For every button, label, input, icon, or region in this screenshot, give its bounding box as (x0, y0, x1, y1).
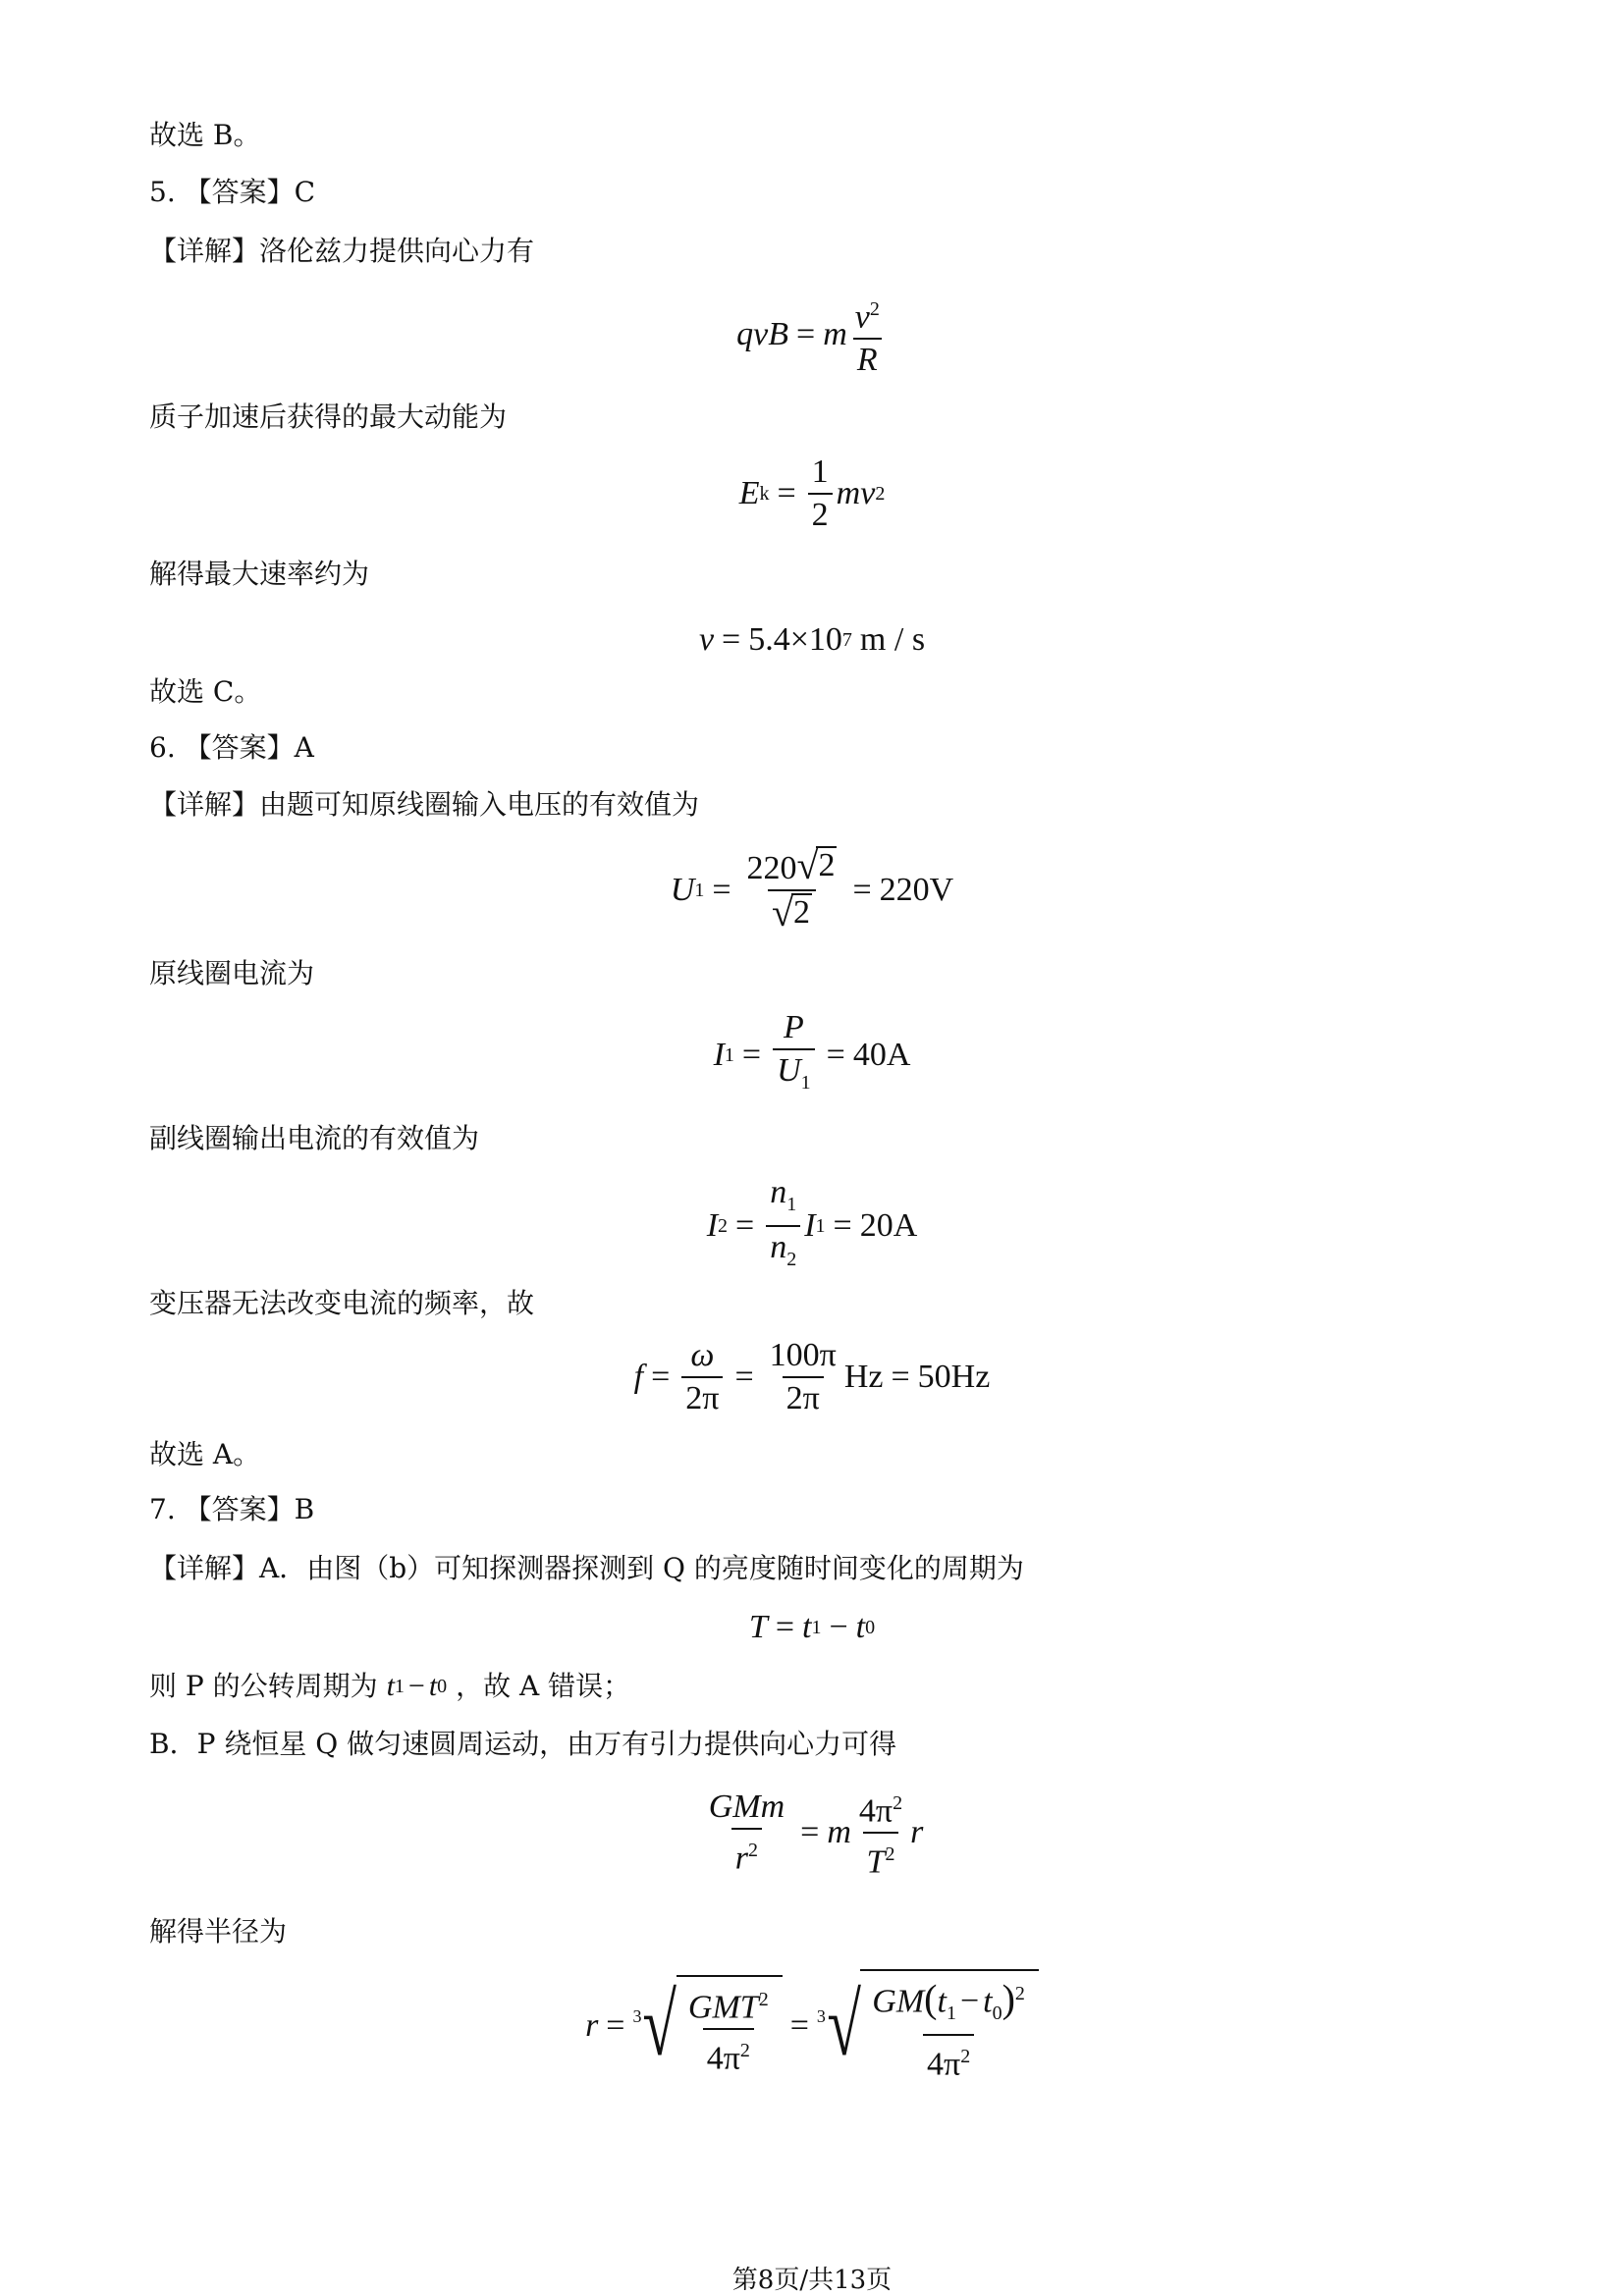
eq-exponent: 2 (875, 483, 886, 505)
text-line: 故选 A。 (149, 1438, 261, 1470)
eq-subscript: 1 (786, 1193, 797, 1215)
eq-term: mv (836, 475, 876, 511)
equation-primary-current (0, 1009, 1624, 1101)
sqrt: √ 2 (796, 843, 836, 887)
eq-term: t (983, 1983, 993, 2020)
fraction (705, 1789, 788, 1877)
eq-term: r (734, 1840, 749, 1877)
eq-subscript: 2 (718, 1214, 729, 1237)
cube-root: 3 √ $\frac{GMT^2}{4\pi^2}$ (632, 1975, 782, 2078)
eq-subscript: 0 (992, 2002, 1002, 2025)
eq-term: I (804, 1206, 816, 1244)
eq-term: 2 (808, 493, 833, 534)
eq-term: t (855, 1609, 866, 1645)
text-line: 质子加速后获得的最大动能为 (149, 400, 508, 433)
text-line: 【详解】洛伦兹力提供向心力有 (149, 235, 535, 267)
eq-subscript: 1 (694, 880, 705, 901)
eq-term: 10 (808, 621, 842, 658)
eq-operator: − (829, 1609, 848, 1645)
fraction (855, 1785, 906, 1882)
eq-subscript: 1 (724, 1043, 734, 1066)
equation-primary-voltage (0, 843, 1624, 934)
eq-term: R (853, 338, 882, 379)
eq-subscript: 1 (946, 2002, 956, 2025)
fraction (808, 454, 833, 534)
eq-term: m (823, 316, 847, 353)
eq-term: 100π (769, 1337, 837, 1373)
eq-term: 2 (818, 847, 836, 883)
eq-operator: × (789, 621, 809, 658)
eq-term: t (386, 1670, 395, 1702)
eq-term: r (585, 2007, 599, 2045)
eq-operator: = (826, 1036, 845, 1073)
equation-gravitation (0, 1785, 1624, 1882)
root-index: 3 (632, 2006, 642, 2027)
eq-operator: = (775, 1609, 794, 1645)
fraction (681, 1337, 723, 1417)
eq-operator: = (712, 872, 731, 908)
eq-operator: = (777, 475, 796, 511)
eq-operator: − (959, 1983, 980, 2020)
eq-term: t (428, 1670, 438, 1702)
eq-term: 4π (858, 1792, 893, 1830)
equation-frequency (0, 1337, 1624, 1417)
eq-operator: = (800, 1814, 820, 1851)
eq-subscript: 1 (815, 1214, 826, 1237)
eq-subscript: 1 (800, 1071, 811, 1094)
text-line: 解得半径为 (149, 1915, 288, 1948)
eq-term: 20A (859, 1206, 918, 1244)
eq-operator: = (722, 621, 741, 658)
eq-operator: = (891, 1359, 910, 1395)
text-line-inline-math (149, 1667, 630, 1706)
eq-exponent: 2 (885, 1843, 895, 1866)
text-fragment: ，故 A 错误； (456, 1670, 631, 1702)
text-line: 【详解】由题可知原线圈输入电压的有效值为 (149, 788, 700, 821)
eq-term: E (738, 475, 760, 511)
eq-exponent: 2 (869, 298, 880, 320)
eq-subscript: 1 (394, 1676, 405, 1697)
eq-term: U (777, 1052, 801, 1089)
eq-term: 220V (879, 872, 954, 908)
eq-exponent: 2 (739, 2040, 750, 2062)
eq-operator: = (606, 2007, 625, 2045)
eq-exponent: 2 (758, 1988, 769, 2010)
eq-term: I (713, 1036, 725, 1073)
eq-term: P (783, 1009, 804, 1045)
root-index: 3 (816, 2006, 826, 2027)
text-line: 原线圈电流为 (149, 957, 315, 989)
eq-operator: = (734, 1359, 754, 1395)
eq-subscript: 0 (865, 1617, 876, 1638)
eq-exponent: 2 (1014, 1983, 1025, 2004)
eq-term: 5.4 (748, 621, 790, 658)
eq-term: 4π (706, 2040, 740, 2077)
eq-term: I (706, 1206, 719, 1244)
eq-subscript: 2 (786, 1248, 797, 1270)
eq-exponent: 2 (893, 1792, 903, 1814)
eq-term: n (770, 1174, 787, 1210)
eq-unit: m / s (859, 621, 926, 658)
eq-operator: = (735, 1206, 755, 1244)
equation-radius (0, 1969, 1624, 2083)
eq-operator: = (651, 1359, 671, 1395)
eq-subscript: 0 (437, 1676, 448, 1697)
eq-term: 220 (746, 850, 797, 886)
text-line: 副线圈输出电流的有效值为 (149, 1122, 480, 1154)
equation-period (0, 1606, 1624, 1649)
eq-term: t (937, 1983, 947, 2020)
equation-kinetic-energy (0, 454, 1624, 534)
eq-term: m (827, 1814, 851, 1851)
equation-lorentz (0, 291, 1624, 379)
eq-exponent: 7 (841, 629, 852, 651)
eq-term: GMT (687, 1989, 759, 2026)
eq-term: 40A (852, 1036, 911, 1073)
fraction: $\frac{GM(t_1 - t_0)^2}{4\pi^2}$ (872, 1976, 1025, 2083)
cube-root: 3 √ $\frac{GM(t_1 - t_0)^2}{4\pi^2}$ (817, 1969, 1039, 2083)
page-footer: 第8页/共13页 (731, 2266, 893, 2295)
eq-operator: = (833, 1206, 852, 1244)
text-line: 故选 B。 (149, 119, 261, 151)
text-line: 【详解】A．由图（b）可知探测器探测到 Q 的亮度随时间变化的周期为 (149, 1552, 1024, 1584)
eq-term: GMm (708, 1789, 785, 1826)
eq-term: qvB (736, 316, 788, 353)
text-line: 解得最大速率约为 (149, 558, 370, 590)
eq-operator: = (796, 316, 816, 353)
eq-operator: = (741, 1036, 762, 1073)
text-line: B．P 绕恒星 Q 做匀速圆周运动，由万有引力提供向心力可得 (149, 1728, 897, 1760)
fraction (743, 843, 841, 934)
fraction (766, 1337, 840, 1417)
eq-subscript: 1 (811, 1617, 822, 1638)
sqrt: √ 2 (772, 890, 810, 934)
eq-term: v (854, 298, 870, 336)
eq-term: 2π (681, 1376, 723, 1417)
eq-term: f (633, 1359, 644, 1395)
text-line: 故选 C。 (149, 675, 262, 708)
answer-heading: 7. 【答案】B (149, 1493, 315, 1525)
eq-exponent: 2 (960, 2046, 971, 2068)
eq-operator: = (789, 2007, 809, 2045)
fraction (766, 1174, 800, 1278)
eq-term: 1 (811, 454, 829, 490)
eq-subscript: k (759, 483, 770, 505)
eq-term: T (748, 1609, 768, 1645)
eq-operator: = (852, 872, 872, 908)
eq-term: 50Hz (917, 1359, 991, 1395)
equation-max-speed (0, 618, 1624, 662)
fraction (851, 291, 884, 379)
eq-term: n (770, 1228, 787, 1265)
eq-term: r (910, 1814, 924, 1851)
eq-term: U (670, 872, 695, 908)
eq-term: GM (872, 1983, 925, 2020)
equation-secondary-current (0, 1174, 1624, 1278)
eq-term: 4π (927, 2046, 961, 2083)
eq-term: t (802, 1609, 812, 1645)
eq-term: ω (690, 1337, 715, 1373)
answer-heading: 5. 【答案】C (149, 176, 316, 208)
eq-operator: − (407, 1670, 425, 1702)
eq-term: v (698, 621, 715, 658)
text-line: 变压器无法改变电流的频率，故 (149, 1287, 535, 1319)
text-fragment: 则 P 的公转周期为 (149, 1670, 378, 1702)
eq-term: 2π (783, 1376, 824, 1417)
eq-exponent: 2 (748, 1840, 759, 1862)
answer-heading: 6. 【答案】A (149, 731, 314, 764)
eq-term: T (866, 1843, 886, 1881)
eq-unit: Hz (843, 1359, 884, 1395)
fraction (773, 1009, 815, 1101)
fraction (684, 1981, 773, 2078)
eq-term: 2 (792, 894, 810, 931)
